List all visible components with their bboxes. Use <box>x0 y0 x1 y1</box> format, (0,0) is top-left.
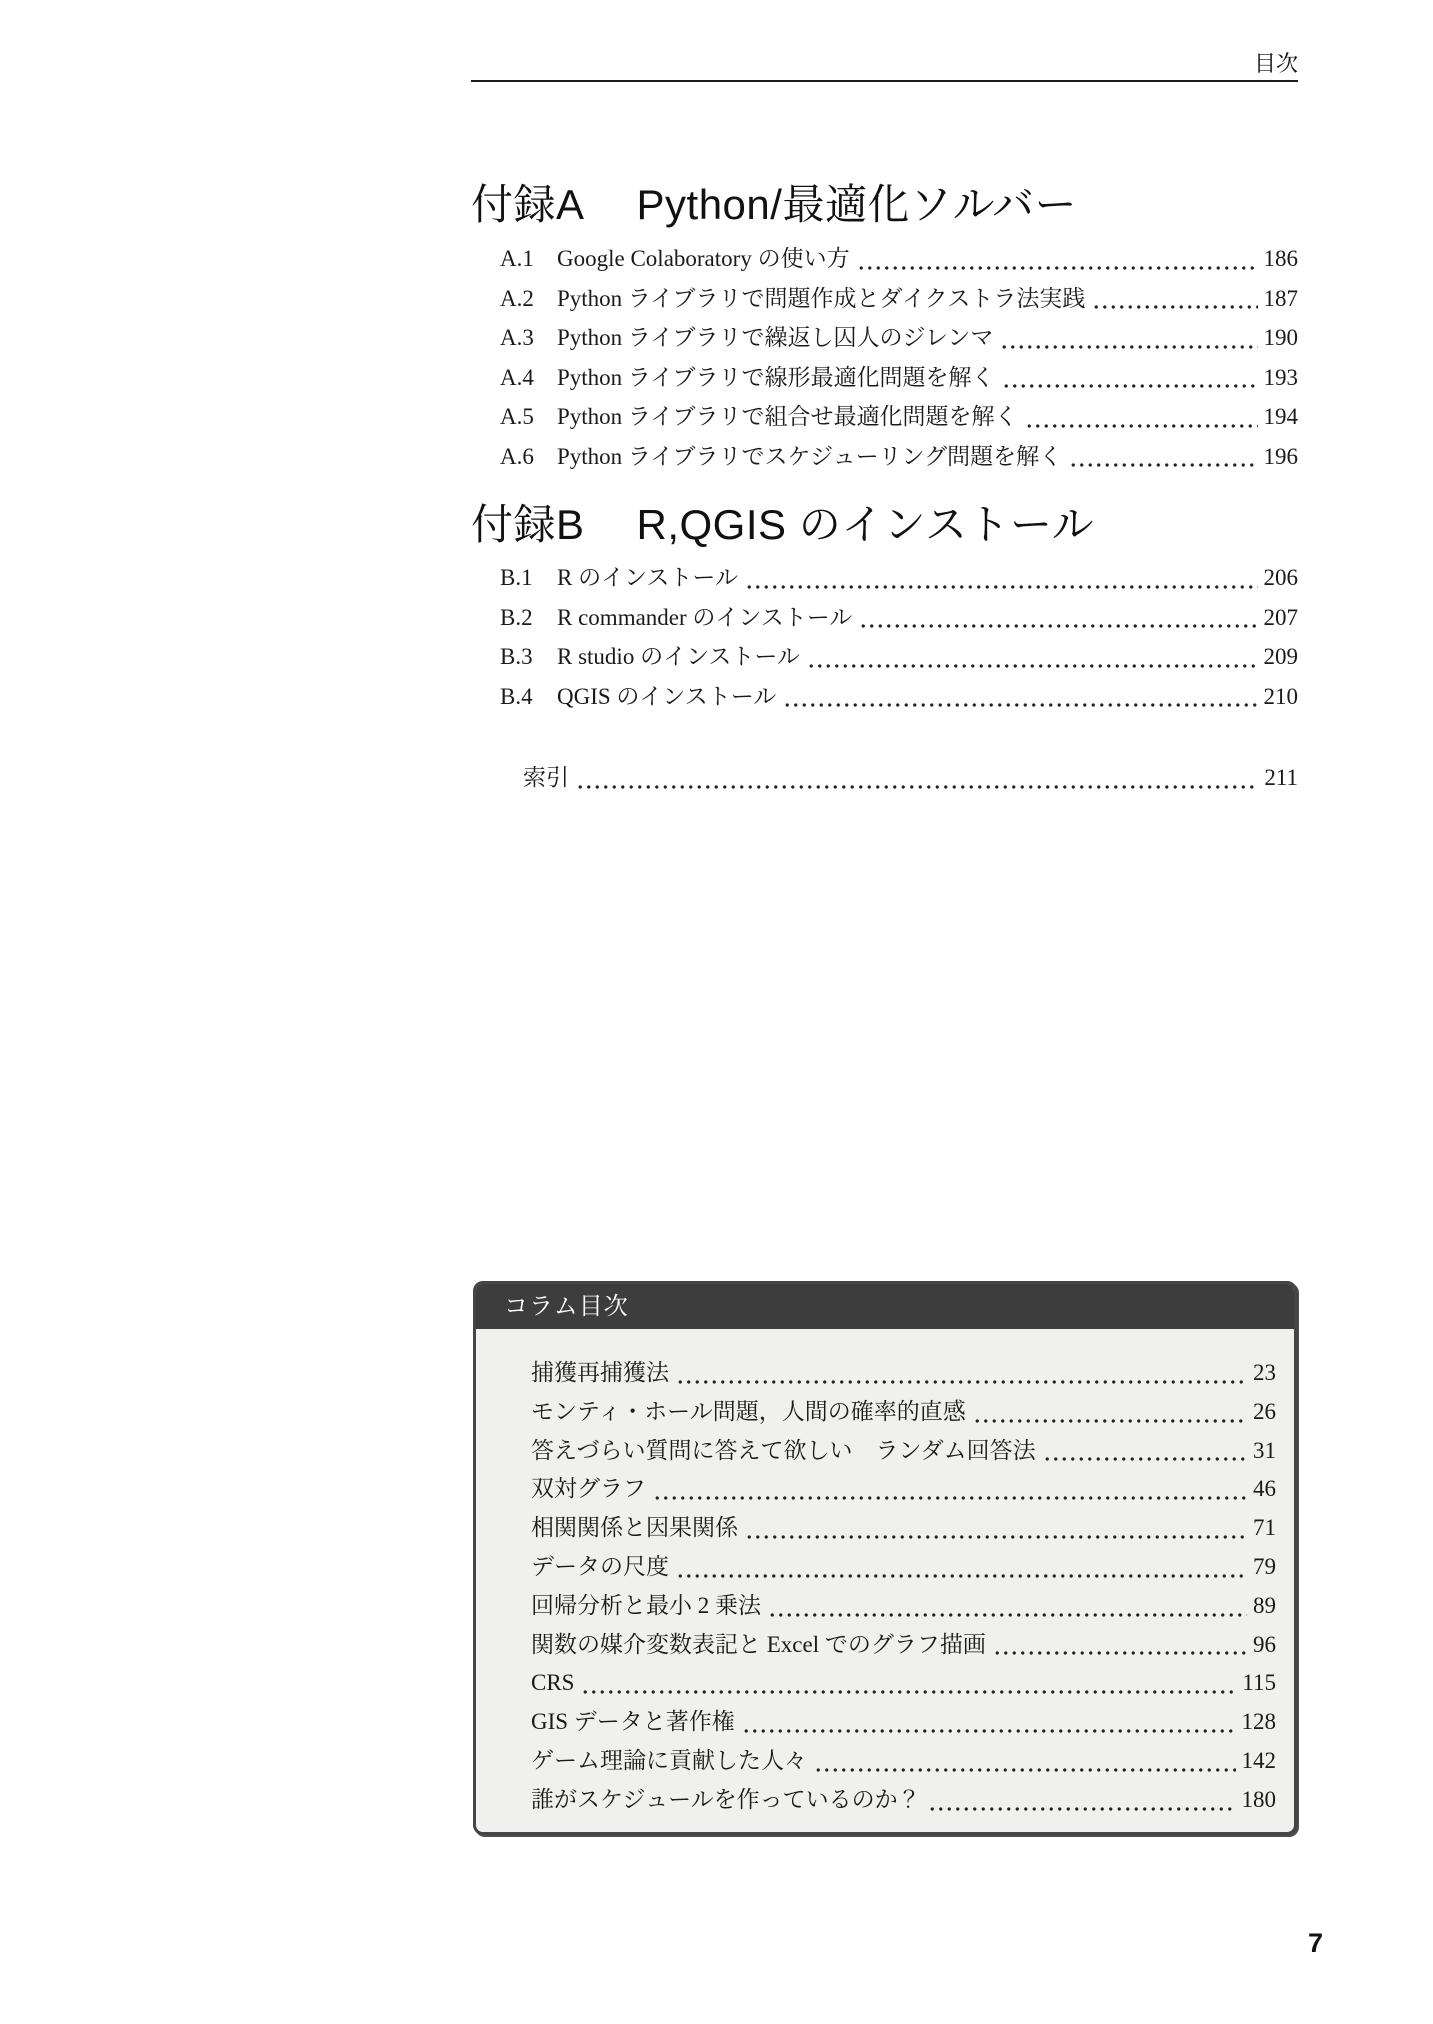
dot-leader <box>783 703 1257 707</box>
appendix-a-heading <box>471 181 1077 229</box>
toc-entry-b3 <box>500 637 1298 677</box>
appendix-b-heading <box>471 501 1094 549</box>
dot-leader <box>745 585 1258 589</box>
dot-leader <box>676 1380 1247 1384</box>
column-entry-7 <box>531 1587 1276 1626</box>
entry-page: 115 <box>1242 1670 1276 1696</box>
entry-number: B.1 <box>500 565 533 590</box>
toc-entry-b1 <box>500 558 1298 598</box>
column-toc-list <box>476 1329 1294 1820</box>
column-entry-10 <box>531 1703 1276 1742</box>
entry-page: 71 <box>1253 1515 1276 1541</box>
dot-leader <box>1069 463 1257 467</box>
entry-page: 186 <box>1263 246 1298 271</box>
entry-title: 答えづらい質問に答えて欲しい ランダム回答法 <box>531 1437 1036 1463</box>
entry-title: 双対グラフ <box>531 1476 646 1502</box>
entry-title: 回帰分析と最小 2 乗法 <box>531 1592 761 1618</box>
appendix-b-label: 付録B <box>471 501 585 548</box>
entry-title: 関数の媒介変数表記と Excel でのグラフ描画 <box>531 1631 986 1657</box>
entry-title: 相関関係と因果関係 <box>531 1515 738 1541</box>
column-entry-8 <box>531 1626 1276 1665</box>
entry-number: A.1 <box>500 246 534 271</box>
column-entry-11 <box>531 1742 1276 1781</box>
entry-page: 210 <box>1263 683 1298 709</box>
column-entry-2 <box>531 1393 1276 1432</box>
toc-entry-a3 <box>500 318 1298 358</box>
column-entry-5 <box>531 1509 1276 1548</box>
entry-page: 194 <box>1263 404 1298 429</box>
entry-page: 142 <box>1241 1747 1276 1773</box>
entry-title: R のインストール <box>557 565 738 590</box>
entry-page: 79 <box>1253 1553 1276 1579</box>
dot-leader <box>576 785 1258 789</box>
header-rule <box>471 80 1298 82</box>
dot-leader <box>1092 305 1257 309</box>
folio-page-number: 7 <box>1308 1928 1324 1958</box>
column-entry-6 <box>531 1548 1276 1587</box>
column-entry-4 <box>531 1470 1276 1509</box>
entry-title: Python ライブラリで組合せ最適化問題を解く <box>557 404 1018 429</box>
column-entry-9 <box>531 1664 1276 1703</box>
dot-leader <box>768 1613 1247 1617</box>
dot-leader <box>745 1535 1247 1539</box>
entry-page: 96 <box>1253 1631 1276 1657</box>
dot-leader <box>1002 384 1258 388</box>
dot-leader <box>1000 345 1257 349</box>
dot-leader <box>1043 1457 1247 1461</box>
entry-title: CRS <box>531 1670 575 1696</box>
entry-title: データの尺度 <box>531 1553 669 1579</box>
index-title: 索引 <box>523 765 569 790</box>
index-toc-entry <box>523 758 1298 798</box>
entry-number: A.5 <box>500 404 534 429</box>
entry-page: 23 <box>1253 1360 1276 1385</box>
entry-page: 187 <box>1263 285 1298 311</box>
entry-number: A.3 <box>500 325 534 350</box>
entry-title: R commander のインストール <box>557 604 853 630</box>
toc-entry-a1 <box>500 239 1298 279</box>
entry-title: ゲーム理論に貢献した人々 <box>531 1747 807 1773</box>
column-entry-3 <box>531 1432 1276 1471</box>
entry-number: A.4 <box>500 364 534 390</box>
toc-entry-a6 <box>500 437 1298 477</box>
dot-leader <box>993 1651 1247 1655</box>
index-page: 211 <box>1264 765 1298 790</box>
column-entry-1 <box>531 1354 1276 1393</box>
entry-page: 207 <box>1263 604 1298 630</box>
entry-title: Google Colaboratory の使い方 <box>557 246 850 271</box>
entry-number: A.6 <box>500 443 534 469</box>
appendix-b-entry-list <box>500 558 1298 716</box>
dot-leader <box>581 1690 1236 1694</box>
entry-title: Python ライブラリで問題作成とダイクストラ法実践 <box>557 285 1086 311</box>
dot-leader <box>973 1419 1247 1423</box>
entry-number: B.2 <box>500 604 533 630</box>
dot-leader <box>928 1807 1236 1811</box>
entry-page: 190 <box>1263 325 1298 350</box>
entry-title: R studio のインストール <box>557 644 800 669</box>
appendix-b-title: R,QGIS のインストール <box>636 501 1095 548</box>
toc-entry-b2 <box>500 598 1298 638</box>
appendix-a-label: 付録A <box>471 181 585 228</box>
dot-leader <box>857 266 1258 270</box>
toc-entry-a5 <box>500 397 1298 437</box>
entry-number: B.3 <box>500 644 533 669</box>
entry-page: 128 <box>1241 1709 1276 1735</box>
entry-page: 26 <box>1253 1398 1276 1424</box>
dot-leader <box>653 1496 1247 1500</box>
entry-number: A.2 <box>500 285 534 311</box>
dot-leader <box>807 664 1258 668</box>
entry-title: 捕獲再捕獲法 <box>531 1360 669 1385</box>
dot-leader <box>1025 424 1258 428</box>
toc-entry-a4 <box>500 358 1298 398</box>
dot-leader <box>814 1768 1236 1772</box>
entry-title: 誰がスケジュールを作っているのか？ <box>531 1786 921 1812</box>
entry-page: 31 <box>1253 1437 1276 1463</box>
entry-page: 46 <box>1253 1476 1276 1502</box>
entry-title: QGIS のインストール <box>557 683 777 709</box>
column-toc-box <box>473 1281 1297 1835</box>
column-toc-header: コラム目次 <box>476 1284 1294 1329</box>
dot-leader <box>742 1729 1236 1733</box>
entry-title: GIS データと著作権 <box>531 1709 735 1735</box>
appendix-a-entry-list <box>500 239 1298 476</box>
toc-entry-b4 <box>500 677 1298 717</box>
entry-title: Python ライブラリで繰返し囚人のジレンマ <box>557 325 994 350</box>
running-header: 目次 <box>1253 51 1298 76</box>
entry-page: 206 <box>1263 565 1298 590</box>
entry-page: 209 <box>1263 644 1298 669</box>
appendix-a-title: Python/最適化ソルバー <box>636 181 1078 228</box>
entry-page: 196 <box>1263 443 1298 469</box>
toc-entry-a2 <box>500 279 1298 319</box>
column-entry-12 <box>531 1781 1276 1820</box>
entry-page: 89 <box>1253 1592 1276 1618</box>
entry-number: B.4 <box>500 683 533 709</box>
dot-leader <box>859 624 1257 628</box>
entry-page: 180 <box>1241 1786 1276 1812</box>
entry-title: Python ライブラリで線形最適化問題を解く <box>557 364 995 390</box>
entry-title: モンティ・ホール問題，人間の確率的直感 <box>531 1398 966 1424</box>
entry-title: Python ライブラリでスケジューリング問題を解く <box>557 443 1063 469</box>
entry-page: 193 <box>1263 364 1298 390</box>
dot-leader <box>676 1574 1247 1578</box>
